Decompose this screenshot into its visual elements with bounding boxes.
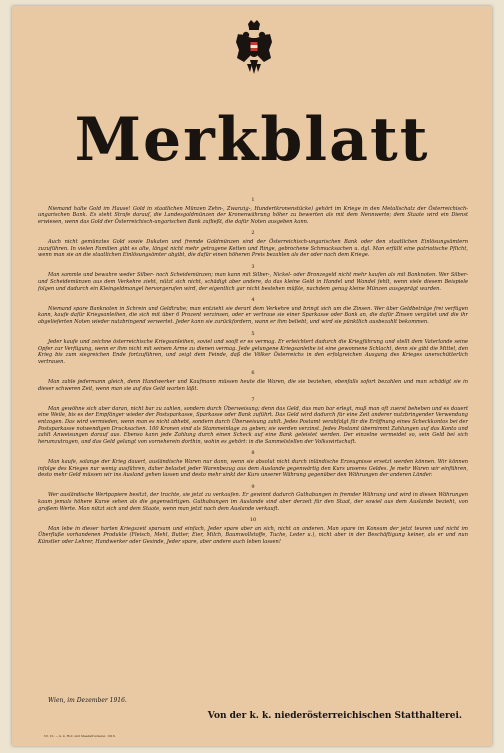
section-text: Auch nicht gemünztes Gold sowie Dukaten und fremde Goldmünzen sind der Österreichisch-ungarischen Bank oder den staatlichen Einlösungsämtern zuzuführen. In vielen Familien gibt es alte, längst nicht mehr getragene Ketten und Ringe, gebrochene Schmucksachen u. dgl. Man erfüllt eine patriotische Pflicht, wenn man sie an die staatlichen Einlösungsämter abgibt, die dafür einen höheren Preis bezahlen als der oder nach dem Kriege.	[38, 238, 468, 259]
section-text: Niemand spare Banknoten in Schrein und Geldtruhe; man entzieht sie derart dem Verkehre und bringt sich um die Zinsen. Wer über Geldbeträge frei verfügen kann, kaufe dafür Kriegsanleihen, die sich mit über 6 Prozent verzinsen, oder er vertraue sie einer Sparkasse oder Bank an, die dafür Zinsen vergütet und die ihr abgelieferten Noten wieder nutzbringend verwertet. Jeder kann sie zurückfordern, wann er ihm beliebt, und wird sie pünktlich ausbezahlt bekommen.	[38, 305, 468, 325]
section-number: 3	[251, 263, 255, 270]
section-3	[38, 264, 468, 292]
section-number: 5	[251, 330, 255, 337]
poster-sheet	[12, 6, 492, 746]
section-number: 8	[251, 450, 255, 457]
section-text: Man zahle jedermann gleich, denn Handwerker und Kaufmann müssen heute die Waren, die sie beziehen, ebenfalls sofort bezahlen und man schädigt sie in dieser schweren Zeit, wenn man sie auf das Geld warten läßt.	[38, 379, 468, 392]
section-text: Jeder kaufe und zeichne österreichische Kriegsanleihen, soviel und sooft er es vermag. Er erleichtert dadurch die Kriegführung und stellt dem Vaterlande seine Opfer zur Verfügung, wenn er ihm nicht mit seinem Arme zu dienen vermag. Jede gelungene Kriegsanleihe ist eine gewonnene Schlacht, denn sie gibt die Mittel, den Krieg bis zum siegreichen Ende fortzuführen, und zeigt dem Feinde, daß die Völker Österreichs in den erfolgreichen Ausgang des Krieges unerschütterlich vertrauen.	[38, 339, 468, 365]
section-text: Man sammle und bewahre weder Silber- noch Scheidemünzen; man kann mit Silber-, Nickel- oder Bronzegeld nicht mehr kaufen als mit Banknoten. Wer Silber- und Scheidemünzen aus dem Verkehre zieht, nützt sich nicht, schädigt aber andere, da das kleine Geld in Handel und Wandel fehlt, wenn viele diesem Beispiele folgen und dadurch ein Kleingeldmangel hervorgerufen wird, der eigentlich gar nicht bestehen müßte, nachdem genug kleine Münzen ausgeprägt wurden.	[38, 272, 468, 292]
section-text: Wer ausländische Wertpapiere besitzt, der trachte, sie jetzt zu verkaufen. Er gewinnt dadurch Guthabungen in fremder Währung und wird in diesen Währungen kaum jemals höhere Kurse sehen als die gegenwärtigen. Guthabungen im Auslande sind aber derzeit für den Staat, der sowiel aus dem Auslande bezieht, von großem Werte. Man nützt sich und dem Staate, wenn man jetzt nach dem Auslande verkauft.	[38, 492, 468, 512]
section-number: 7	[251, 397, 255, 404]
section-text: Man lebe in dieser harten Kriegszeit sparsam und einfach, Jeder spare aber an sich, nicht an anderen. Man spare im Konsum der jetzt teuren und nicht im Überfluße vorhandenen Produkte (Fleisch, Mehl, Butter, Eier, Milch, Baumwollstoffe, Tuche, Leder u.), nicht aber in der Beschäftigung keiner, als er und nun Künstler oder Lehrer, Handwerker oder Gesinde, Jeder spare, aber andere auch leben lassen!	[38, 525, 468, 545]
section-text: Man kaufe, solange der Krieg dauert, ausländische Waren nur dann, wenn sie absolut nicht durch inländische Erzeugnisse ersetzt werden können. Wir können infolge des Krieges nur wenig ausführen, daher belastet jeder Warenbezug aus dem Auslande gegenwärtig den Kurs unseres Geldes. Je mehr Waren wir einführen, desto mehr Geld müssen wir ins Ausland gehen lassen und desto mehr sinkt der Kurs unserer Währung gegenüber den Währungen der anderen Länder.	[38, 459, 468, 479]
section-9	[38, 484, 468, 512]
section-6	[38, 370, 468, 392]
section-5	[38, 331, 468, 366]
section-4	[38, 297, 468, 325]
section-text: Man gewöhne sich aber daran, nicht bar zu zahlen, sondern durch Überweisung; denn das Geld, das man bar erlegt, muß man oft zuerst beheben und es dauert eine Weile, bis es der Empfänger wieder der Postsparkasse, Sparkasse oder Bank zuführt. Das Geld wird dadurch für eine Zeit anderer nutzbringender Verwendung entzogen. Das wird vermieden, wenn man es nicht abhebt, sondern durch Überweisung zahlt. Jedes Postamt verabfolgt für die Eröffnung eines Scheckkontos bei der Postsparkasse notwendigen Drucksachen. 100 Kronen sind als Stammeinlage zu geben; sie werden verzinst. Jedes Postamt übernimmt Zahlungen auf das Konto und zahlt Anweisungen darauf aus. Ebenso kann jede Zahlung durch einen Scheck auf eine Bank geleistet werden. Der einzelne vermeidet so, sein Geld bei sich herumzutragen, und das Geld gelangt von vorneherein dorthin, wohin es gehört: in die Sammelstellen der Volkswirtschaft.	[38, 405, 468, 445]
page-title: Merkblatt	[74, 105, 430, 175]
issuer-signature: Von der k. k. niederösterreichischen Statthalterei.	[207, 711, 462, 721]
section-number: 4	[251, 297, 255, 304]
section-number: 10	[249, 517, 257, 524]
section-7	[38, 397, 468, 445]
printer-footer: Nr. 10. — k. k. Hof- und Staatsdruckerei. 1916.	[44, 734, 116, 738]
section-number: 2	[251, 230, 255, 237]
section-number: 6	[251, 370, 255, 377]
section-8	[38, 450, 468, 478]
section-number: 9	[251, 483, 255, 490]
double-headed-eagle-icon	[236, 20, 272, 80]
section-10	[38, 517, 468, 545]
section-number: 1	[251, 197, 255, 203]
section-1	[38, 197, 468, 225]
issue-date: Wien, im Dezember 1916.	[48, 697, 127, 704]
section-2	[38, 230, 468, 258]
section-text: Niemand halte Gold im Hause! Gold in staatlichen Münzen Zehn-, Zwanzig-, Hundertkronenstücke) gehört im Kriege in den Metallschatz der Österreichisch-ungarischen Bank. Es steht Strafe darauf, die Landesgoldmünzen der Kronenwährung höher zu bewerten als mit dem Nennwerte; dem Staate wird ein Dienst erwiesen, wenn das Gold der Österreichisch-ungarischen Bank zufließt, die dafür Noten ausgeben kann.	[38, 205, 468, 225]
notice-body	[38, 192, 468, 546]
